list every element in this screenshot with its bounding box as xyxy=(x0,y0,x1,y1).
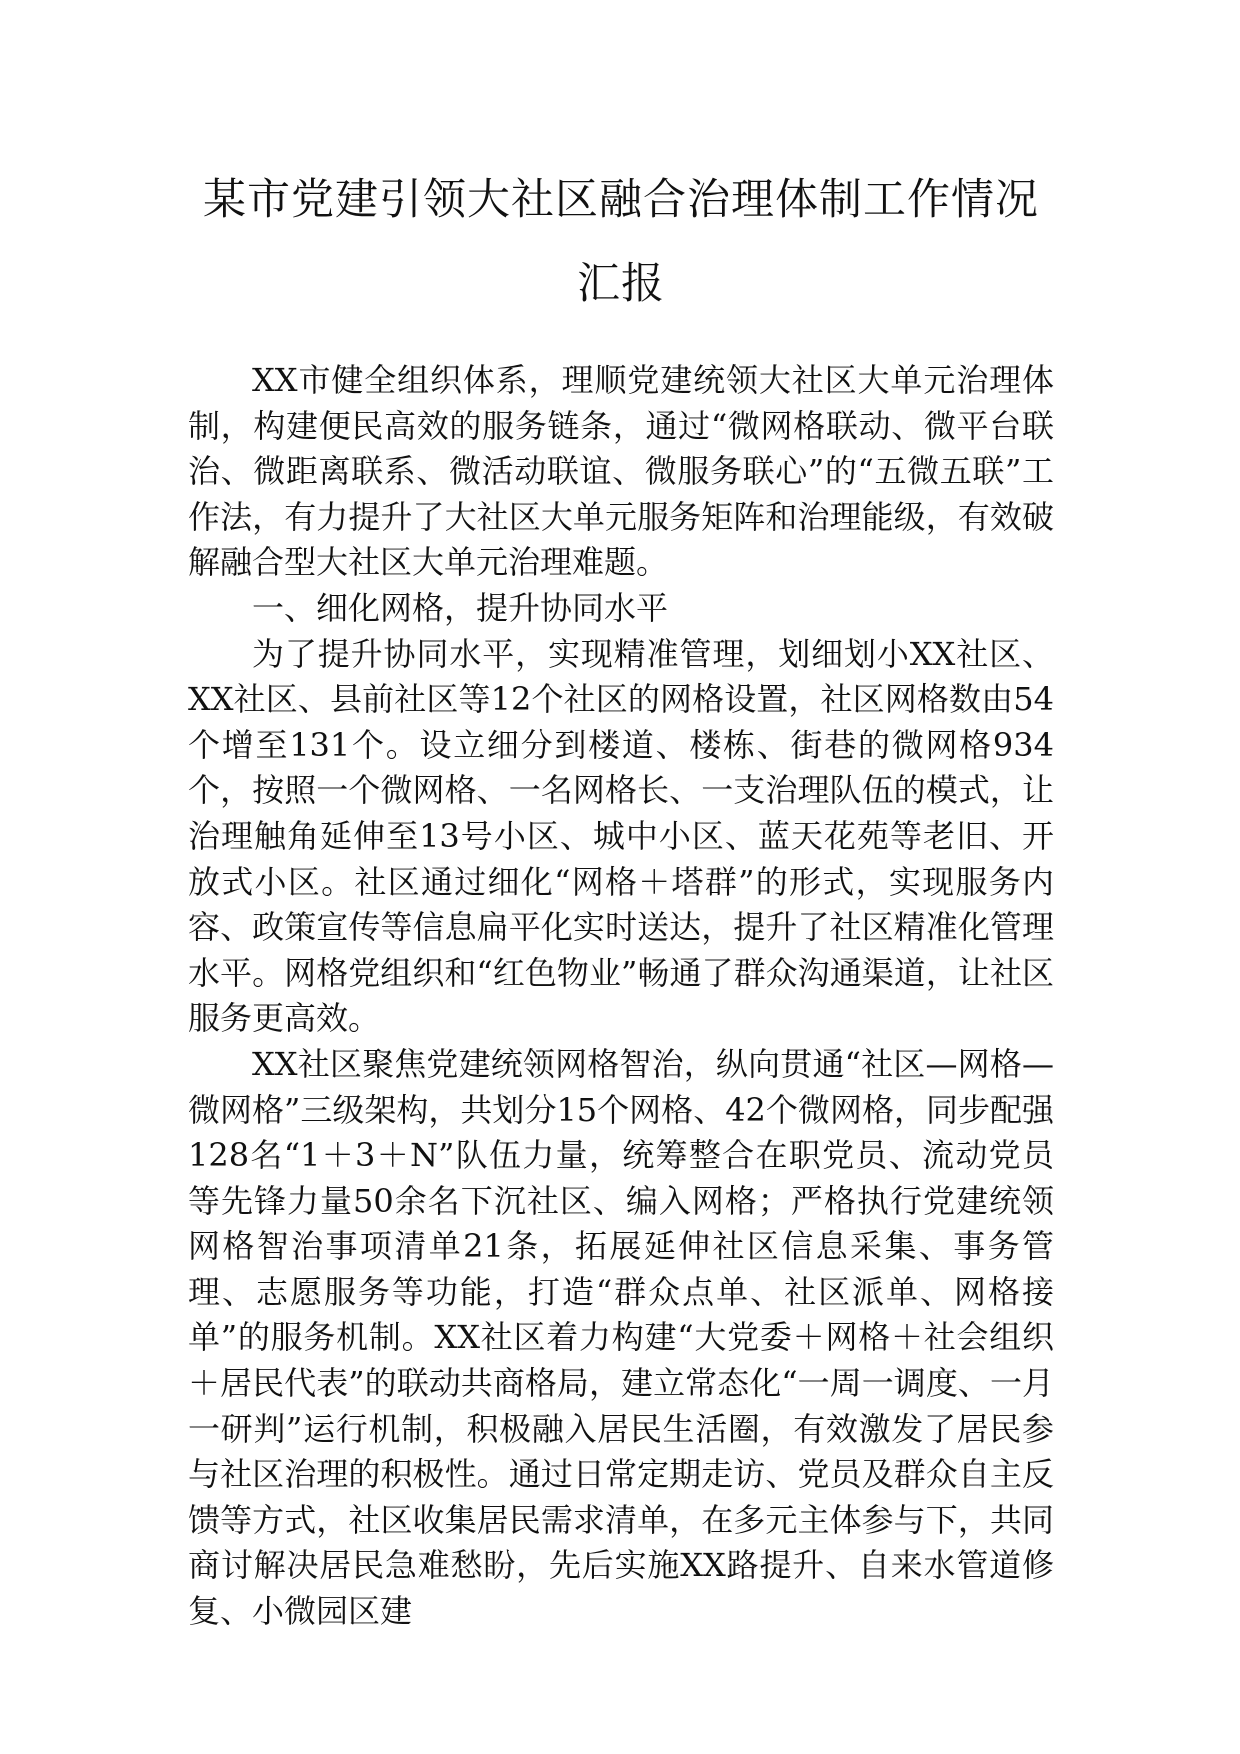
document-body xyxy=(188,158,1054,1635)
body-paragraph: 为了提升协同水平，实现精准管理，划细划小XX社区、XX社区、县前社区等12个社区的网格设置，社区网格数由54个增至131个。设立细分到楼道、楼栋、街巷的微网格934个，按照一个微网格、一名网格长、一支治理队伍的模式，让治理触角延伸至13号小区、城中小区、蓝天花苑等老旧、开放式小区。社区通过细化“网格＋塔群”的形式，实现服务内容、政策宣传等信息扁平化实时送达，提升了社区精准化管理水平。网格党组织和“红色物业”畅通了群众沟通渠道，让社区服务更高效。 xyxy=(188,634,1054,1038)
section-heading: 一、细化网格，提升协同水平 xyxy=(252,588,669,627)
body-paragraph: XX社区聚焦党建统领网格智治，纵向贯通“社区—网格—微网格”三级架构，共划分15个网格、42个微网格，同步配强128名“1＋3＋N”队伍力量，统筹整合在职党员、流动党员等先锋力量50余名下沉社区、编入网格；严格执行党建统领网格智治事项清单21条，拓展延伸社区信息采集、事务管理、志愿服务等功能，打造“群众点单、社区派单、网格接单”的服务机制。XX社区着力构建“大党委＋网格＋社会组织＋居民代表”的联动共商格局，建立常态化“一周一调度、一月一研判”运行机制，积极融入居民生活圈，有效激发了居民参与社区治理的积极性。通过日常定期走访、党员及群众自主反馈等方式，社区收集居民需求清单，在多元主体参与下，共同商讨解决居民急难愁盼，先后实施XX路提升、自来水管道修复、小微园区建 xyxy=(188,1044,1054,1631)
intro-paragraph: XX市健全组织体系，理顺党建统领大社区大单元治理体制，构建便民高效的服务链条，通过“微网格联动、微平台联治、微距离联系、微活动联谊、微服务联心”的“五微五联”工作法，有力提升了大社区大单元服务矩阵和治理能级，有效破解融合型大社区大单元治理难题。 xyxy=(188,361,1054,582)
document-title: 某市党建引领大社区融合治理体制工作情况汇报 xyxy=(203,175,1039,309)
